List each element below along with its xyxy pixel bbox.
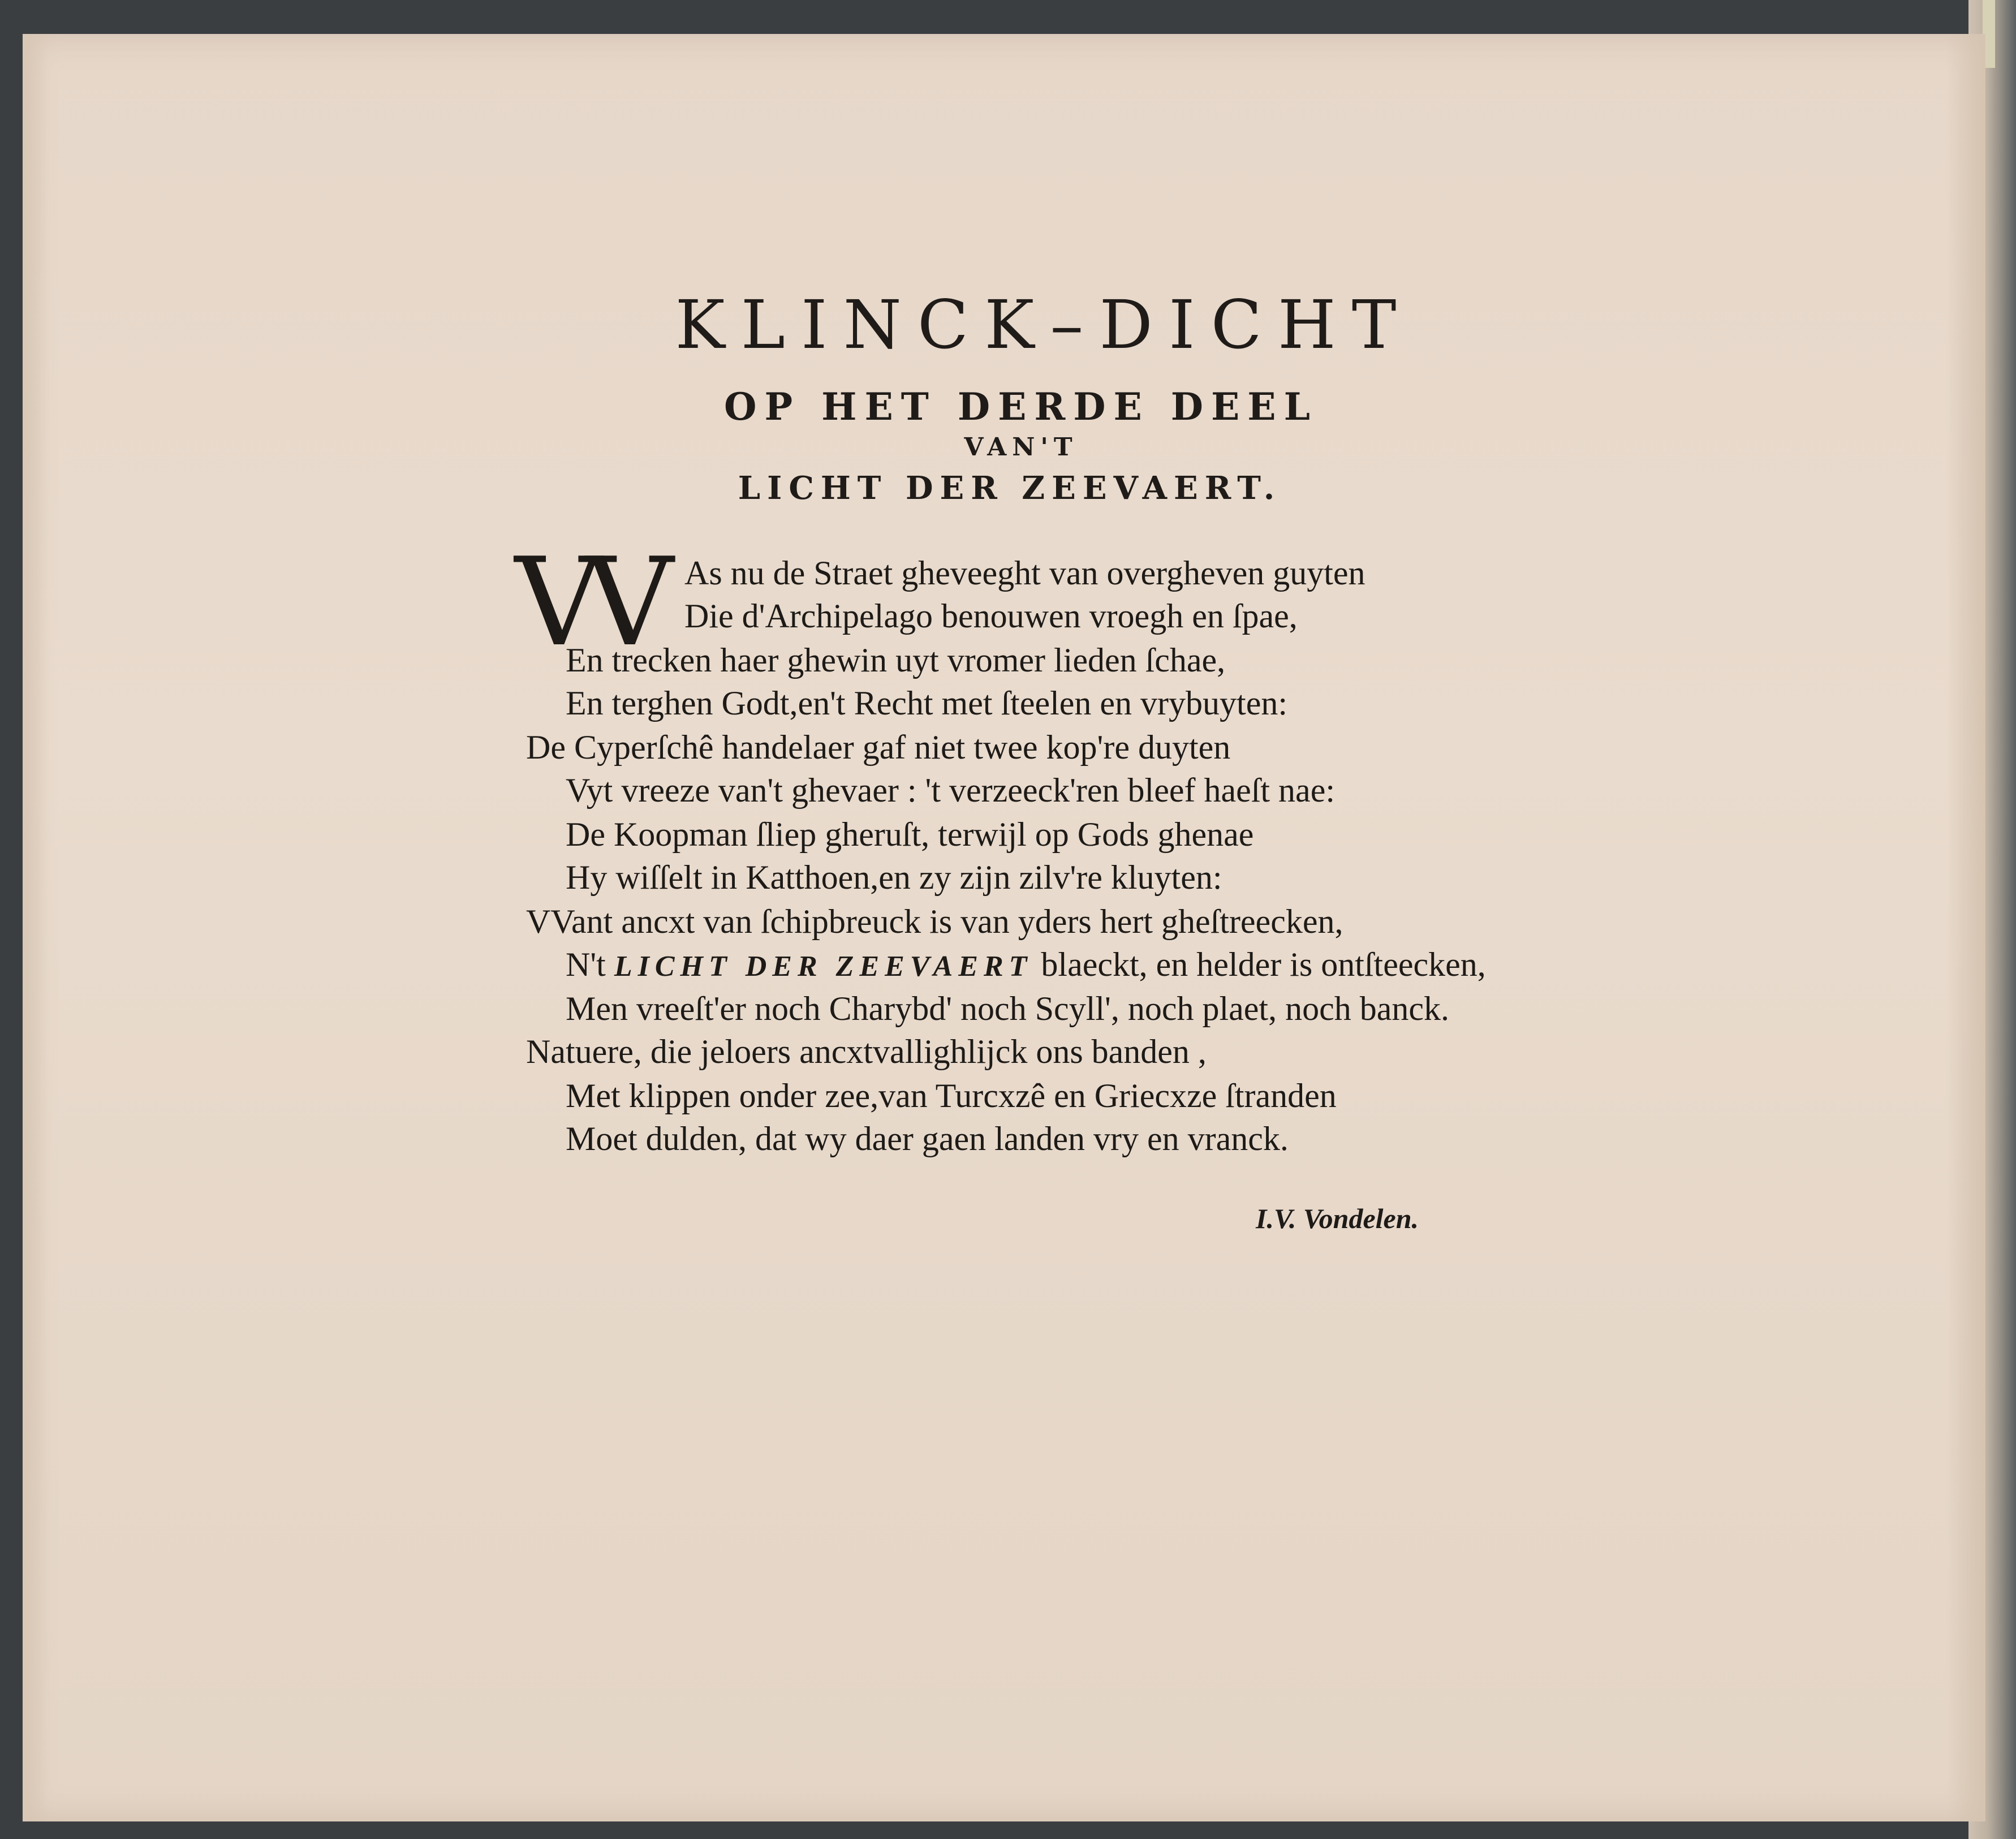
poem-line-10-prefix: N't — [566, 946, 614, 983]
poem-line-14: Moet dulden, dat wy daer gaen landen vry en vranck. — [566, 1120, 1289, 1157]
poem-line-12: Natuere, die jeloers ancxtvallighlijck ons banden , — [526, 1033, 1207, 1070]
poem-line-4: En terghen Godt,en't Recht met ſteelen en vrybuyten: — [566, 684, 1287, 722]
poem-line-13: Met klippen onder zee,van Turcxzê en Griecxze ſtranden — [566, 1077, 1337, 1114]
poem-subtitle-2: VAN'T — [964, 433, 1078, 462]
poem-line-5: De Cyperſchê handelaer gaf niet twee kop're duyten — [526, 729, 1231, 766]
page-edge-left — [23, 34, 48, 1821]
poem-line-10 — [566, 943, 1486, 988]
poem-line-10-suffix: blaeckt, en helder is ontſteecken, — [1032, 946, 1486, 983]
poem-line-7: De Koopman ſliep gheruſt, terwijl op Gods ghenae — [566, 816, 1254, 853]
drop-cap: VV — [515, 531, 657, 673]
paper-page — [23, 34, 1985, 1821]
poem-line-11: Men vreeſt'er noch Charybd' noch Scyll', noch plaet, noch banck. — [566, 990, 1449, 1027]
poem-signature: I.V. Vondelen. — [1256, 1203, 1419, 1234]
poem-line-2: Die d'Archipelago benouwen vroegh en ſpae, — [684, 597, 1298, 635]
poem-title: KLINCK–DICHT — [675, 286, 1412, 364]
poem-line-9: VVant ancxt van ſchipbreuck is van yders hert gheſtreecken, — [526, 903, 1343, 940]
poem-line-8: Hy wiſſelt in Katthoen,en zy zijn zilv're kluyten: — [566, 859, 1222, 896]
poem-line-1: As nu de Straet gheveeght van overgheven guyten — [684, 554, 1365, 592]
poem-line-3: En trecken haer ghewin uyt vromer lieden ſchae, — [566, 641, 1226, 679]
poem-subtitle-1: OP HET DERDE DEEL — [723, 385, 1318, 429]
poem-subtitle-3: LICHT DER ZEEVAERT. — [738, 470, 1282, 507]
poem-line-6: Vyt vreeze van't ghevaer : 't verzeeck'ren bleef haeſt nae: — [566, 772, 1335, 809]
poem-line-10-italic: LICHT DER ZEEVAERT — [614, 950, 1033, 983]
